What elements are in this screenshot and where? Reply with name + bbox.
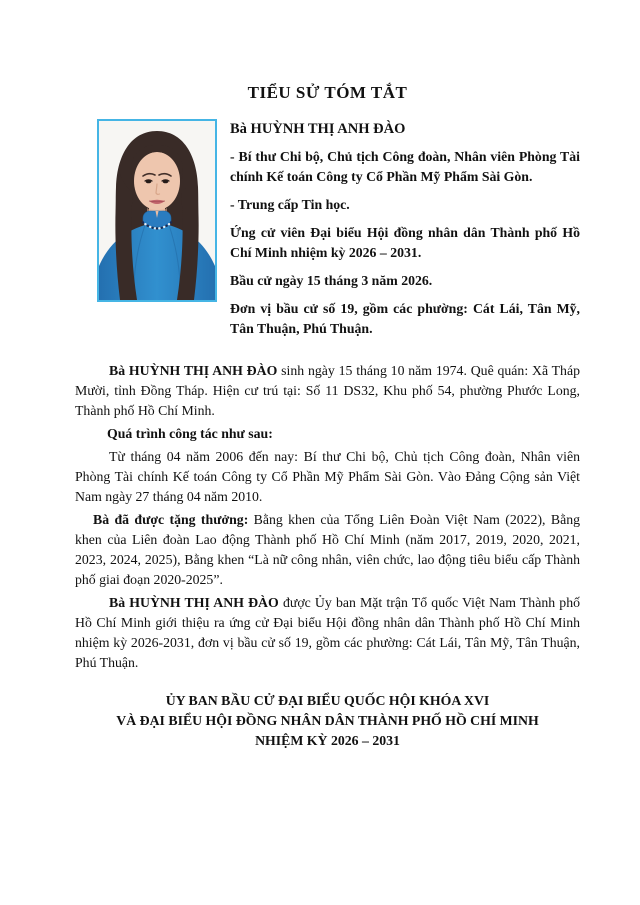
candidate-name-bold: Bà HUỲNH THỊ ANH ĐÀO bbox=[109, 363, 278, 378]
birth-residence-paragraph bbox=[75, 361, 580, 421]
candidate-name: Bà HUỲNH THỊ ANH ĐÀO bbox=[230, 121, 406, 137]
candidacy-line: Ứng cử viên Đại biểu Hội đồng nhân dân Thành phố Hồ Chí Minh nhiệm kỳ 2026 – 2031. bbox=[230, 225, 580, 260]
footer-line-1: ỦY BAN BẦU CỬ ĐẠI BIỂU QUỐC HỘI KHÓA XVI bbox=[165, 693, 490, 708]
biography-body bbox=[75, 361, 580, 673]
election-committee-footer bbox=[75, 691, 580, 751]
awards-text: Bằng khen của Tổng Liên Đoàn Việt Nam (2022), Bằng khen của Liên đoàn Lao động Thành phố Hồ Chí Minh (năm 2017, 2019, 2020, 2021, 2023, 2024, 2025), Bằng khen “Là nữ công nhân, viên chức, lao động tiêu biểu cấp Thành phố giai đoạn 2020-2025”. bbox=[75, 512, 580, 587]
awards-paragraph bbox=[75, 510, 580, 590]
candidate-photo bbox=[97, 119, 217, 302]
nomination-text: được Ủy ban Mặt trận Tổ quốc Việt Nam Thành phố Hồ Chí Minh giới thiệu ra ứng cử Đại biểu Hội đồng nhân dân Thành phố Hồ Chí Minh nhiệm kỳ 2026-2031, đơn vị bầu cử số 19, gồm các phường: Cát Lái, Tân Mỹ, Tân Thuận, Phú Thuận. bbox=[75, 595, 580, 670]
career-heading: Quá trình công tác như sau: bbox=[107, 426, 273, 441]
candidate-portrait-image bbox=[99, 121, 215, 300]
candidate-name-bold-2: Bà HUỲNH THỊ ANH ĐÀO bbox=[109, 595, 279, 610]
nomination-paragraph bbox=[75, 593, 580, 673]
awards-lead-bold: Bà đã được tặng thưởng: bbox=[93, 512, 249, 527]
footer-line-3: NHIỆM KỲ 2026 – 2031 bbox=[255, 733, 400, 748]
birth-residence-text: sinh ngày 15 tháng 10 năm 1974. Quê quán: Xã Tháp Mười, tỉnh Đồng Tháp. Hiện cư trú tại: Số 11 DS32, Khu phố 54, phường Phước Long, Thành phố Hồ Chí Minh. bbox=[75, 363, 580, 418]
candidate-education-line: - Trung cấp Tin học. bbox=[230, 197, 350, 212]
election-date-line: Bầu cử ngày 15 tháng 3 năm 2026. bbox=[230, 273, 433, 288]
candidate-position-line: - Bí thư Chi bộ, Chủ tịch Công đoàn, Nhân viên Phòng Tài chính Kế toán Công ty Cổ Phần Mỹ Phẩm Sài Gòn. bbox=[230, 149, 580, 184]
footer-line-2: VÀ ĐẠI BIỂU HỘI ĐỒNG NHÂN DÂN THÀNH PHỐ HỒ CHÍ MINH bbox=[116, 713, 539, 728]
election-unit-line: Đơn vị bầu cử số 19, gồm các phường: Cát Lái, Tân Mỹ, Tân Thuận, Phú Thuận. bbox=[230, 301, 580, 336]
career-paragraph: Từ tháng 04 năm 2006 đến nay: Bí thư Chi bộ, Chủ tịch Công đoàn, Nhân viên Phòng Tài chính Kế toán Công ty Cổ Phần Mỹ Phẩm Sài Gòn. Vào Đảng Cộng sản Việt Nam ngày 27 tháng 04 năm 2010. bbox=[75, 449, 580, 504]
candidate-summary-section bbox=[75, 119, 580, 347]
page-title: TIỂU SỬ TÓM TẮT bbox=[247, 83, 408, 102]
candidate-info-block bbox=[230, 119, 580, 347]
